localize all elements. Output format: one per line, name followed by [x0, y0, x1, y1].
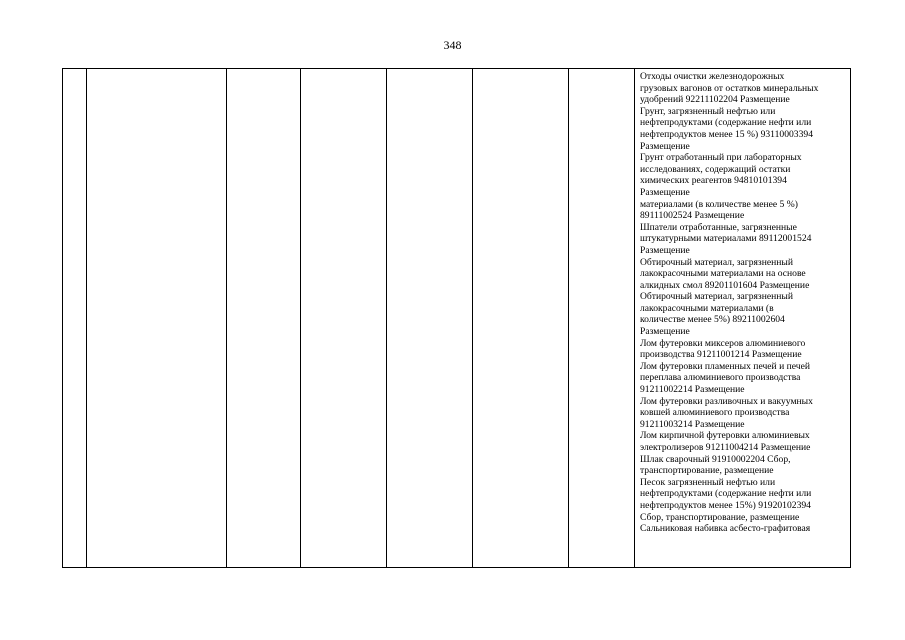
table-row [63, 69, 851, 568]
waste-entry: Отходы очистки железнодорожных грузовых вагонов от остатков минеральных удобрений 92211102204 Размещение [640, 71, 819, 106]
waste-entry: Шпатели отработанные, загрязненные штукатурными материалами 89112001524 Размещение [640, 221, 812, 256]
waste-entry: Грунт отработанный при лабораторных исследованиях, содержащий остатки химических реагентов 94810101394 Размещение [640, 152, 802, 198]
table-cell-1 [63, 69, 87, 568]
waste-entry: Грунт, загрязненный нефтью или нефтепродуктами (содержание нефти или нефтепродуктов менее 15 %) 93110003394 Размещение [640, 105, 813, 152]
table-cell-3 [227, 69, 301, 568]
waste-entry: Обтирочный материал, загрязненный лакокрасочными материалами на основе алкидных смол 89201101604 Размещение [640, 256, 810, 291]
waste-entry: Сальниковая набивка асбесто-графитовая [640, 523, 811, 535]
table-cell-5 [387, 69, 473, 568]
waste-entry: Лом кирпичной футеровки алюминиевых электролизеров 91211004214 Размещение [640, 430, 811, 453]
waste-entry: Песок загрязненный нефтью или нефтепродуктами (содержание нефти или нефтепродуктов менее 15%) 91920102394 Сбор, транспортирование, размещение [640, 476, 812, 523]
waste-entry: Лом футеровки пламенных печей и печей переплава алюминиевого производства 91211002214 Размещение [640, 360, 810, 396]
waste-entry: материалами (в количестве менее 5 %) 89111002524 Размещение [640, 198, 798, 222]
waste-entry: Обтирочный материал, загрязненный лакокрасочными материалами (в количестве менее 5%) 89211002604 Размещение [640, 291, 793, 338]
page-number: 348 [443, 38, 462, 52]
table-cell-2 [87, 69, 227, 568]
table-cell-4 [301, 69, 387, 568]
waste-entry: Шлак сварочный 91910002204 Сбор, транспортирование, размещение [640, 453, 791, 477]
waste-entry: Лом футеровки разливочных и вакуумных ковшей алюминиевого производства 91211003214 Размещение [640, 395, 813, 430]
registry-table [62, 68, 851, 568]
table-cell-6 [473, 69, 569, 568]
table-cell-7 [569, 69, 635, 568]
waste-entry: Лом футеровки миксеров алюминиевого производства 91211001214 Размещение [640, 337, 806, 361]
waste-list-cell [635, 69, 851, 568]
